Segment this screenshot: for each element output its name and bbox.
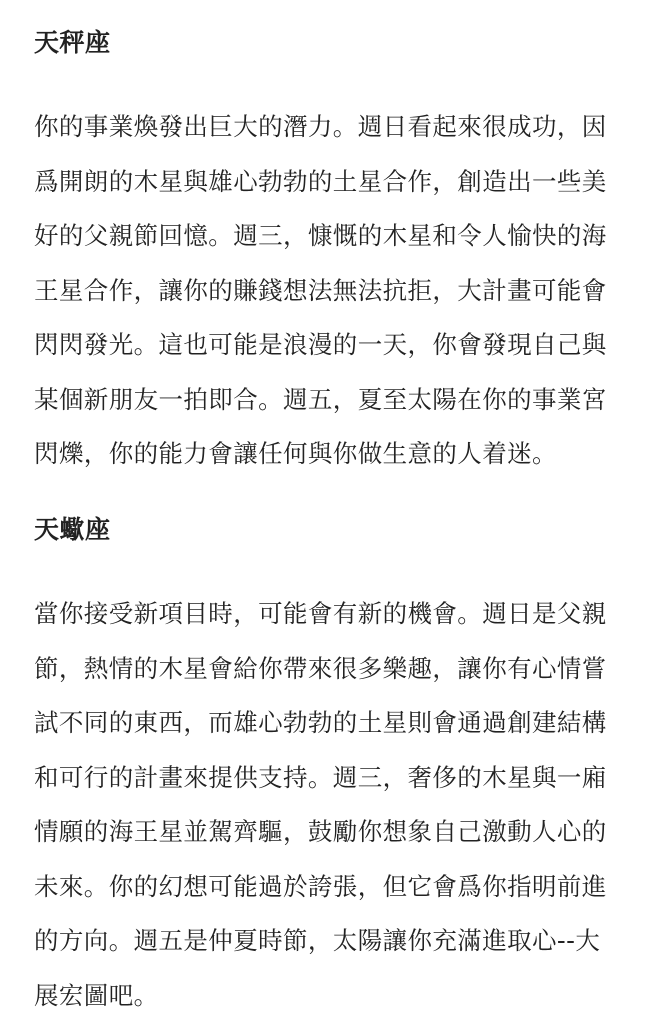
text-line: 當你接受新項目時，可能會有新的機會。週日是父親 xyxy=(34,599,607,628)
text-line: 的方向。週五是仲夏時節，太陽讓你充滿進取心--大 xyxy=(34,926,601,955)
text-line: 你的事業煥發出巨大的潛力。週日看起來很成功，因 xyxy=(34,112,607,141)
section-body-libra xyxy=(34,100,607,482)
text-line: 某個新朋友一拍即合。週五，夏至太陽在你的事業宮 xyxy=(34,384,607,414)
section-heading-libra: 天秤座 xyxy=(34,28,111,57)
text-line: 和可行的計畫來提供支持。週三，奢侈的木星與一廂 xyxy=(34,762,607,792)
section-heading-scorpio: 天蠍座 xyxy=(34,515,111,544)
text-line: 節，熱情的木星會給你帶來很多樂趣，讓你有心情嘗 xyxy=(34,653,607,683)
text-line: 閃閃發光。這也可能是浪漫的一天，你會發現自己與 xyxy=(34,330,607,359)
text-line: 好的父親節回憶。週三，慷慨的木星和令人愉快的海 xyxy=(34,221,607,250)
text-line: 爲開朗的木星與雄心勃勃的土星合作，創造出一些美 xyxy=(34,166,607,196)
text-line: 未來。你的幻想可能過於誇張，但它會爲你指明前進 xyxy=(34,871,607,901)
text-line: 閃爍，你的能力會讓任何與你做生意的人着迷。 xyxy=(34,439,557,468)
text-line: 展宏圖吧。 xyxy=(34,980,159,1010)
text-line: 試不同的東西，而雄心勃勃的土星則會通過創建結構 xyxy=(34,708,607,737)
section-body-scorpio xyxy=(34,587,607,1023)
text-line: 王星合作，讓你的賺錢想法無法抗拒，大計畫可能會 xyxy=(34,275,607,305)
text-line: 情願的海王星並駕齊驅，鼓勵你想象自己激動人心的 xyxy=(34,817,607,846)
